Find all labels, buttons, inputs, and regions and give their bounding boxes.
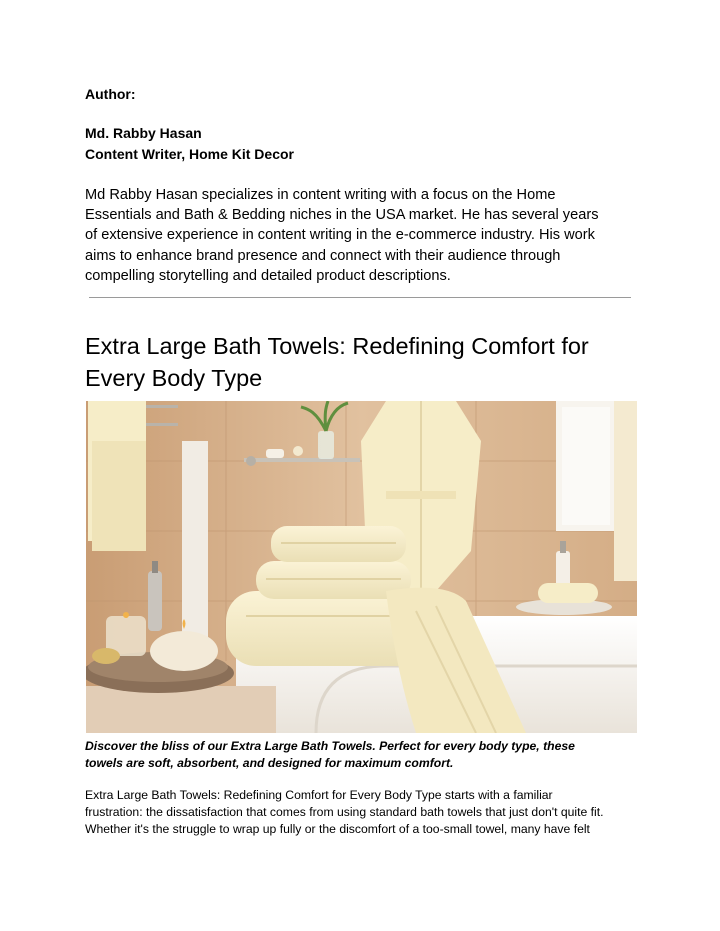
- bio-line: compelling storytelling and detailed product descriptions.: [85, 267, 451, 284]
- body-line: Extra Large Bath Towels: Redefining Comfort for Every Body Type starts with a familiar: [85, 788, 553, 802]
- article-heading: [85, 330, 645, 394]
- bio-line: aims to enhance brand presence and connect with their audience through: [85, 247, 561, 264]
- body-line: Whether it's the struggle to wrap up fully or the discomfort of a too-small towel, many have felt: [85, 822, 590, 837]
- author-bio: [85, 185, 645, 286]
- author-name: Md. Rabby Hasan: [85, 125, 202, 141]
- bio-line: Md Rabby Hasan specializes in content writing with a focus on the Home: [85, 187, 556, 203]
- caption-line: Discover the bliss of our Extra Large Bath Towels. Perfect for every body type, these: [85, 739, 575, 753]
- section-divider: [89, 297, 631, 298]
- bio-line: of extensive experience in content writing in the e-commerce industry. His work: [85, 227, 595, 244]
- author-title: Content Writer, Home Kit Decor: [85, 146, 294, 162]
- body-line: frustration: the dissatisfaction that comes from using standard bath towels that just don't quite fit.: [85, 805, 604, 820]
- article-body: [85, 787, 655, 839]
- caption-line: towels are soft, absorbent, and designed for maximum comfort.: [85, 756, 454, 770]
- heading-line: Every Body Type: [85, 365, 263, 391]
- author-label: Author:: [85, 86, 136, 102]
- bath-towels-photo: [86, 401, 637, 733]
- bathroom-illustration: [86, 401, 637, 733]
- photo-caption: [85, 738, 645, 772]
- bio-line: Essentials and Bath & Bedding niches in the USA market. He has several years: [85, 207, 599, 224]
- heading-line: Extra Large Bath Towels: Redefining Comfort for: [85, 333, 589, 359]
